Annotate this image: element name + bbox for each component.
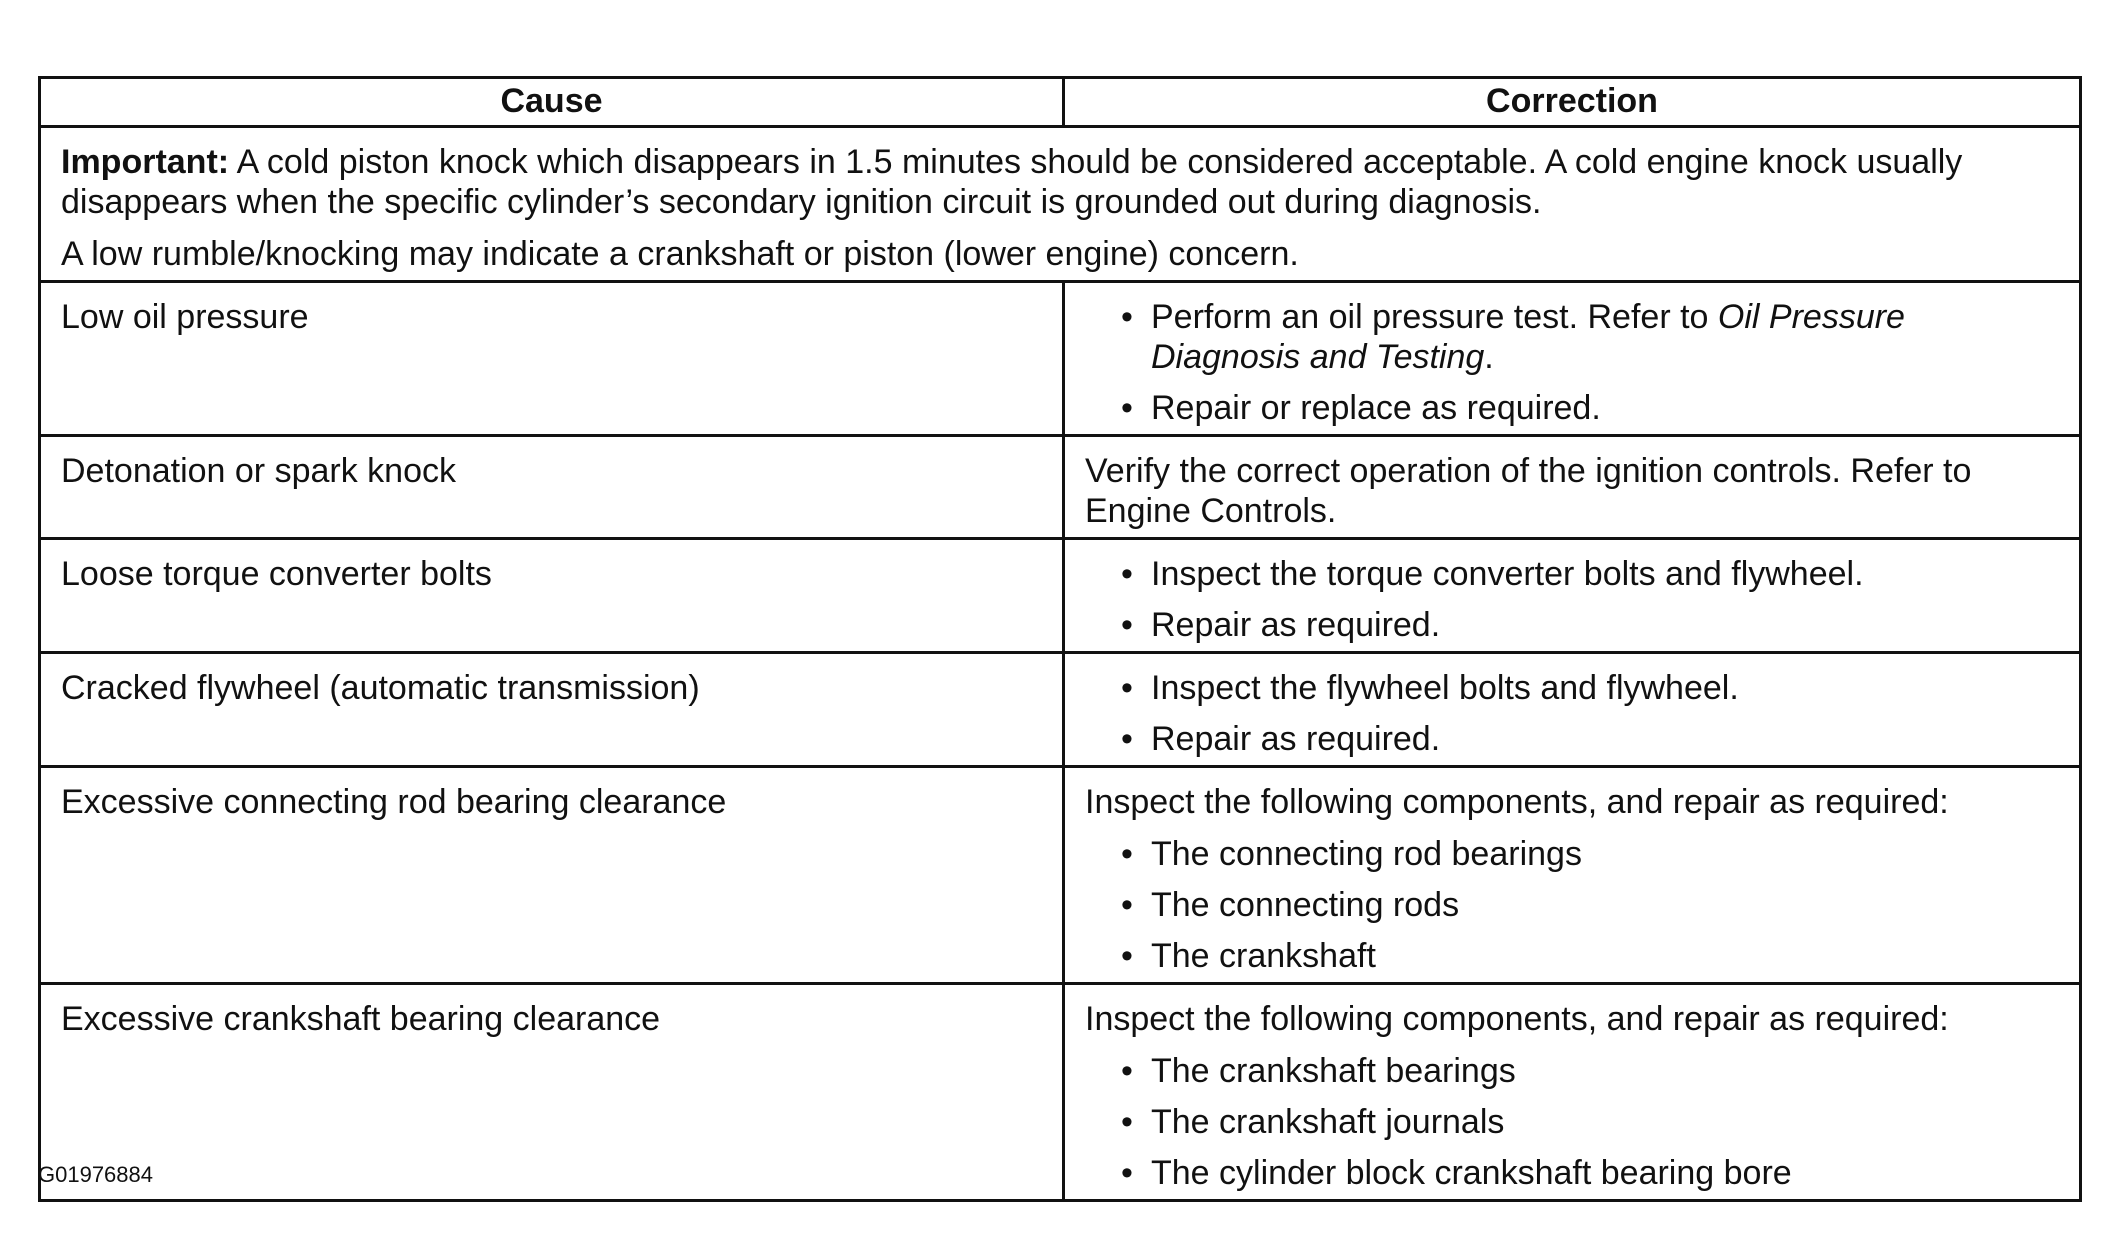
important-note [40, 127, 2081, 282]
correction-cell [1064, 984, 2081, 1201]
table-row [40, 767, 2081, 984]
list-item: • The cylinder block crankshaft bearing bore [1085, 1153, 2059, 1193]
table-row [40, 539, 2081, 653]
list-item: • Repair or replace as required. [1085, 388, 2059, 428]
correction-intro: Inspect the following components, and repair as required: [1085, 1000, 1949, 1038]
cause-cell: Detonation or spark knock [40, 436, 1064, 539]
correction-list [1085, 554, 2059, 645]
cross-reference: Oil Pressure Diagnosis and Testing [1151, 298, 1905, 376]
list-item: • Repair as required. [1085, 605, 2059, 645]
cause-cell: Low oil pressure [40, 282, 1064, 436]
column-header-correction: Correction [1064, 78, 2081, 127]
list-item [1085, 297, 2059, 377]
important-note-paragraph [61, 142, 2059, 222]
table-header-row [40, 78, 2081, 127]
table-row [40, 436, 2081, 539]
table-row [40, 984, 2081, 1201]
list-item: • Inspect the torque converter bolts and flywheel. [1085, 554, 2059, 594]
table-row [40, 653, 2081, 767]
cause-cell: Loose torque converter bolts [40, 539, 1064, 653]
table-row [40, 282, 2081, 436]
correction-list [1085, 834, 2059, 976]
list-item: • The crankshaft journals [1085, 1102, 2059, 1142]
list-item: • Repair as required. [1085, 719, 2059, 759]
important-note-paragraph-2: A low rumble/knocking may indicate a crankshaft or piston (lower engine) concern. [61, 235, 1299, 273]
list-item: • The crankshaft bearings [1085, 1051, 2059, 1091]
correction-cell [1064, 653, 2081, 767]
column-header-cause: Cause [40, 78, 1064, 127]
list-item: • The connecting rods [1085, 885, 2059, 925]
correction-cell [1064, 282, 2081, 436]
cause-cell: Excessive connecting rod bearing clearance [40, 767, 1064, 984]
correction-intro: Inspect the following components, and repair as required: [1085, 783, 1949, 821]
list-item-suffix: . [1484, 338, 1494, 376]
correction-list [1085, 668, 2059, 759]
important-label: Important: [61, 143, 230, 181]
cause-cell: Excessive crankshaft bearing clearance [40, 984, 1064, 1201]
list-item: • Inspect the flywheel bolts and flywheel. [1085, 668, 2059, 708]
important-text: A cold piston knock which disappears in 1.5 minutes should be considered acceptable. A cold engine knock usually disappears when the specific cylinder’s secondary ignition circuit is grounded out during diagnosis. [61, 143, 1963, 221]
list-item-text: Perform an oil pressure test. Refer to [1151, 298, 1718, 336]
correction-list [1085, 297, 2059, 428]
correction-cell [1064, 767, 2081, 984]
cause-cell: Cracked flywheel (automatic transmission) [40, 653, 1064, 767]
list-item: • The connecting rod bearings [1085, 834, 2059, 874]
diagnosis-table [38, 76, 2082, 1202]
correction-cell: Verify the correct operation of the ignition controls. Refer to Engine Controls. [1064, 436, 2081, 539]
figure-id: G01976884 [38, 1162, 153, 1187]
correction-list [1085, 1051, 2059, 1193]
important-note-row [40, 127, 2081, 282]
correction-cell [1064, 539, 2081, 653]
list-item: • The crankshaft [1085, 936, 2059, 976]
